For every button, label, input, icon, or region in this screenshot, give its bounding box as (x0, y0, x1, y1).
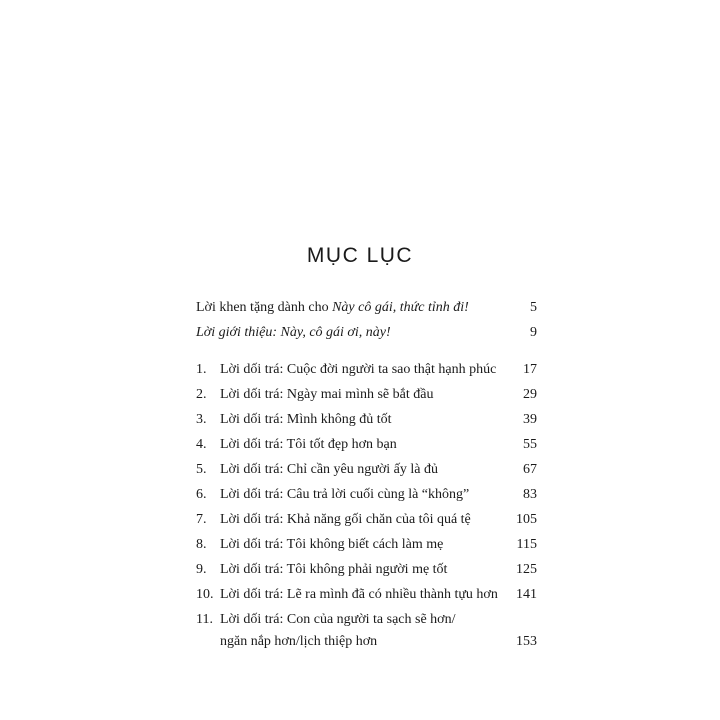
chapter-number: 4. (196, 437, 207, 452)
toc-chapter (196, 587, 537, 607)
chapter-number: 8. (196, 537, 207, 552)
toc-chapter (196, 487, 537, 507)
chapter-number: 2. (196, 387, 207, 402)
toc-chapter (196, 362, 537, 382)
chapter-page: 125 (516, 562, 537, 577)
chapter-title: Lời dối trá: Con của người ta sạch sẽ hơn/ (220, 612, 456, 627)
chapter-number: 9. (196, 562, 207, 577)
chapter-page: 67 (523, 462, 537, 477)
chapter-title: Lời dối trá: Khả năng gối chăn của tôi quá tệ (220, 512, 471, 527)
chapter-title: Lời dối trá: Cuộc đời người ta sao thật hạnh phúc (220, 362, 497, 377)
toc-entry-title: Lời khen tặng dành cho Này cô gái, thức tỉnh đi! (196, 300, 469, 315)
chapter-number: 7. (196, 512, 207, 527)
chapter-number: 1. (196, 362, 207, 377)
chapter-page: 83 (523, 487, 537, 502)
chapter-number: 6. (196, 487, 207, 502)
page-title: MỤC LỤC (306, 244, 414, 268)
chapter-number: 10. (196, 587, 214, 602)
chapter-page: 17 (523, 362, 537, 377)
chapter-title: Lời dối trá: Chỉ cần yêu người ấy là đủ (220, 462, 438, 477)
chapter-title: Lời dối trá: Mình không đủ tốt (220, 412, 392, 427)
toc-chapter (196, 512, 537, 532)
chapter-page: 55 (523, 437, 537, 452)
chapter-number: 5. (196, 462, 207, 477)
toc-entry (196, 300, 537, 320)
toc-entry-title: Lời giới thiệu: Này, cô gái ơi, này! (196, 325, 391, 340)
chapter-number: 3. (196, 412, 207, 427)
chapter-title-continued: ngăn nắp hơn/lịch thiệp hơn (220, 634, 378, 649)
toc-chapter (196, 462, 537, 482)
chapter-title: Lời dối trá: Câu trả lời cuối cùng là “không” (220, 487, 470, 502)
toc-chapter (196, 562, 537, 582)
toc-chapter (196, 387, 537, 407)
toc-chapter (196, 437, 537, 457)
toc-entry-page: 9 (530, 325, 537, 340)
chapter-page: 153 (516, 634, 537, 649)
chapter-page: 39 (523, 412, 537, 427)
chapter-page: 29 (523, 387, 537, 402)
chapter-title: Lời dối trá: Lẽ ra mình đã có nhiều thành tựu hơn (220, 587, 498, 602)
chapter-title: Lời dối trá: Tôi không biết cách làm mẹ (220, 537, 444, 552)
chapter-page: 141 (516, 587, 537, 602)
toc-entry (196, 325, 537, 345)
chapter-number: 11. (196, 612, 213, 627)
toc-entry-page: 5 (530, 300, 537, 315)
chapter-title: Lời dối trá: Ngày mai mình sẽ bắt đầu (220, 387, 434, 402)
chapter-page: 115 (516, 537, 537, 552)
toc-chapter (196, 412, 537, 432)
toc-chapter (196, 612, 537, 656)
chapter-page: 105 (516, 512, 537, 527)
chapter-title: Lời dối trá: Tôi tốt đẹp hơn bạn (220, 437, 397, 452)
chapter-title: Lời dối trá: Tôi không phải người mẹ tốt (220, 562, 448, 577)
toc-chapter (196, 537, 537, 557)
